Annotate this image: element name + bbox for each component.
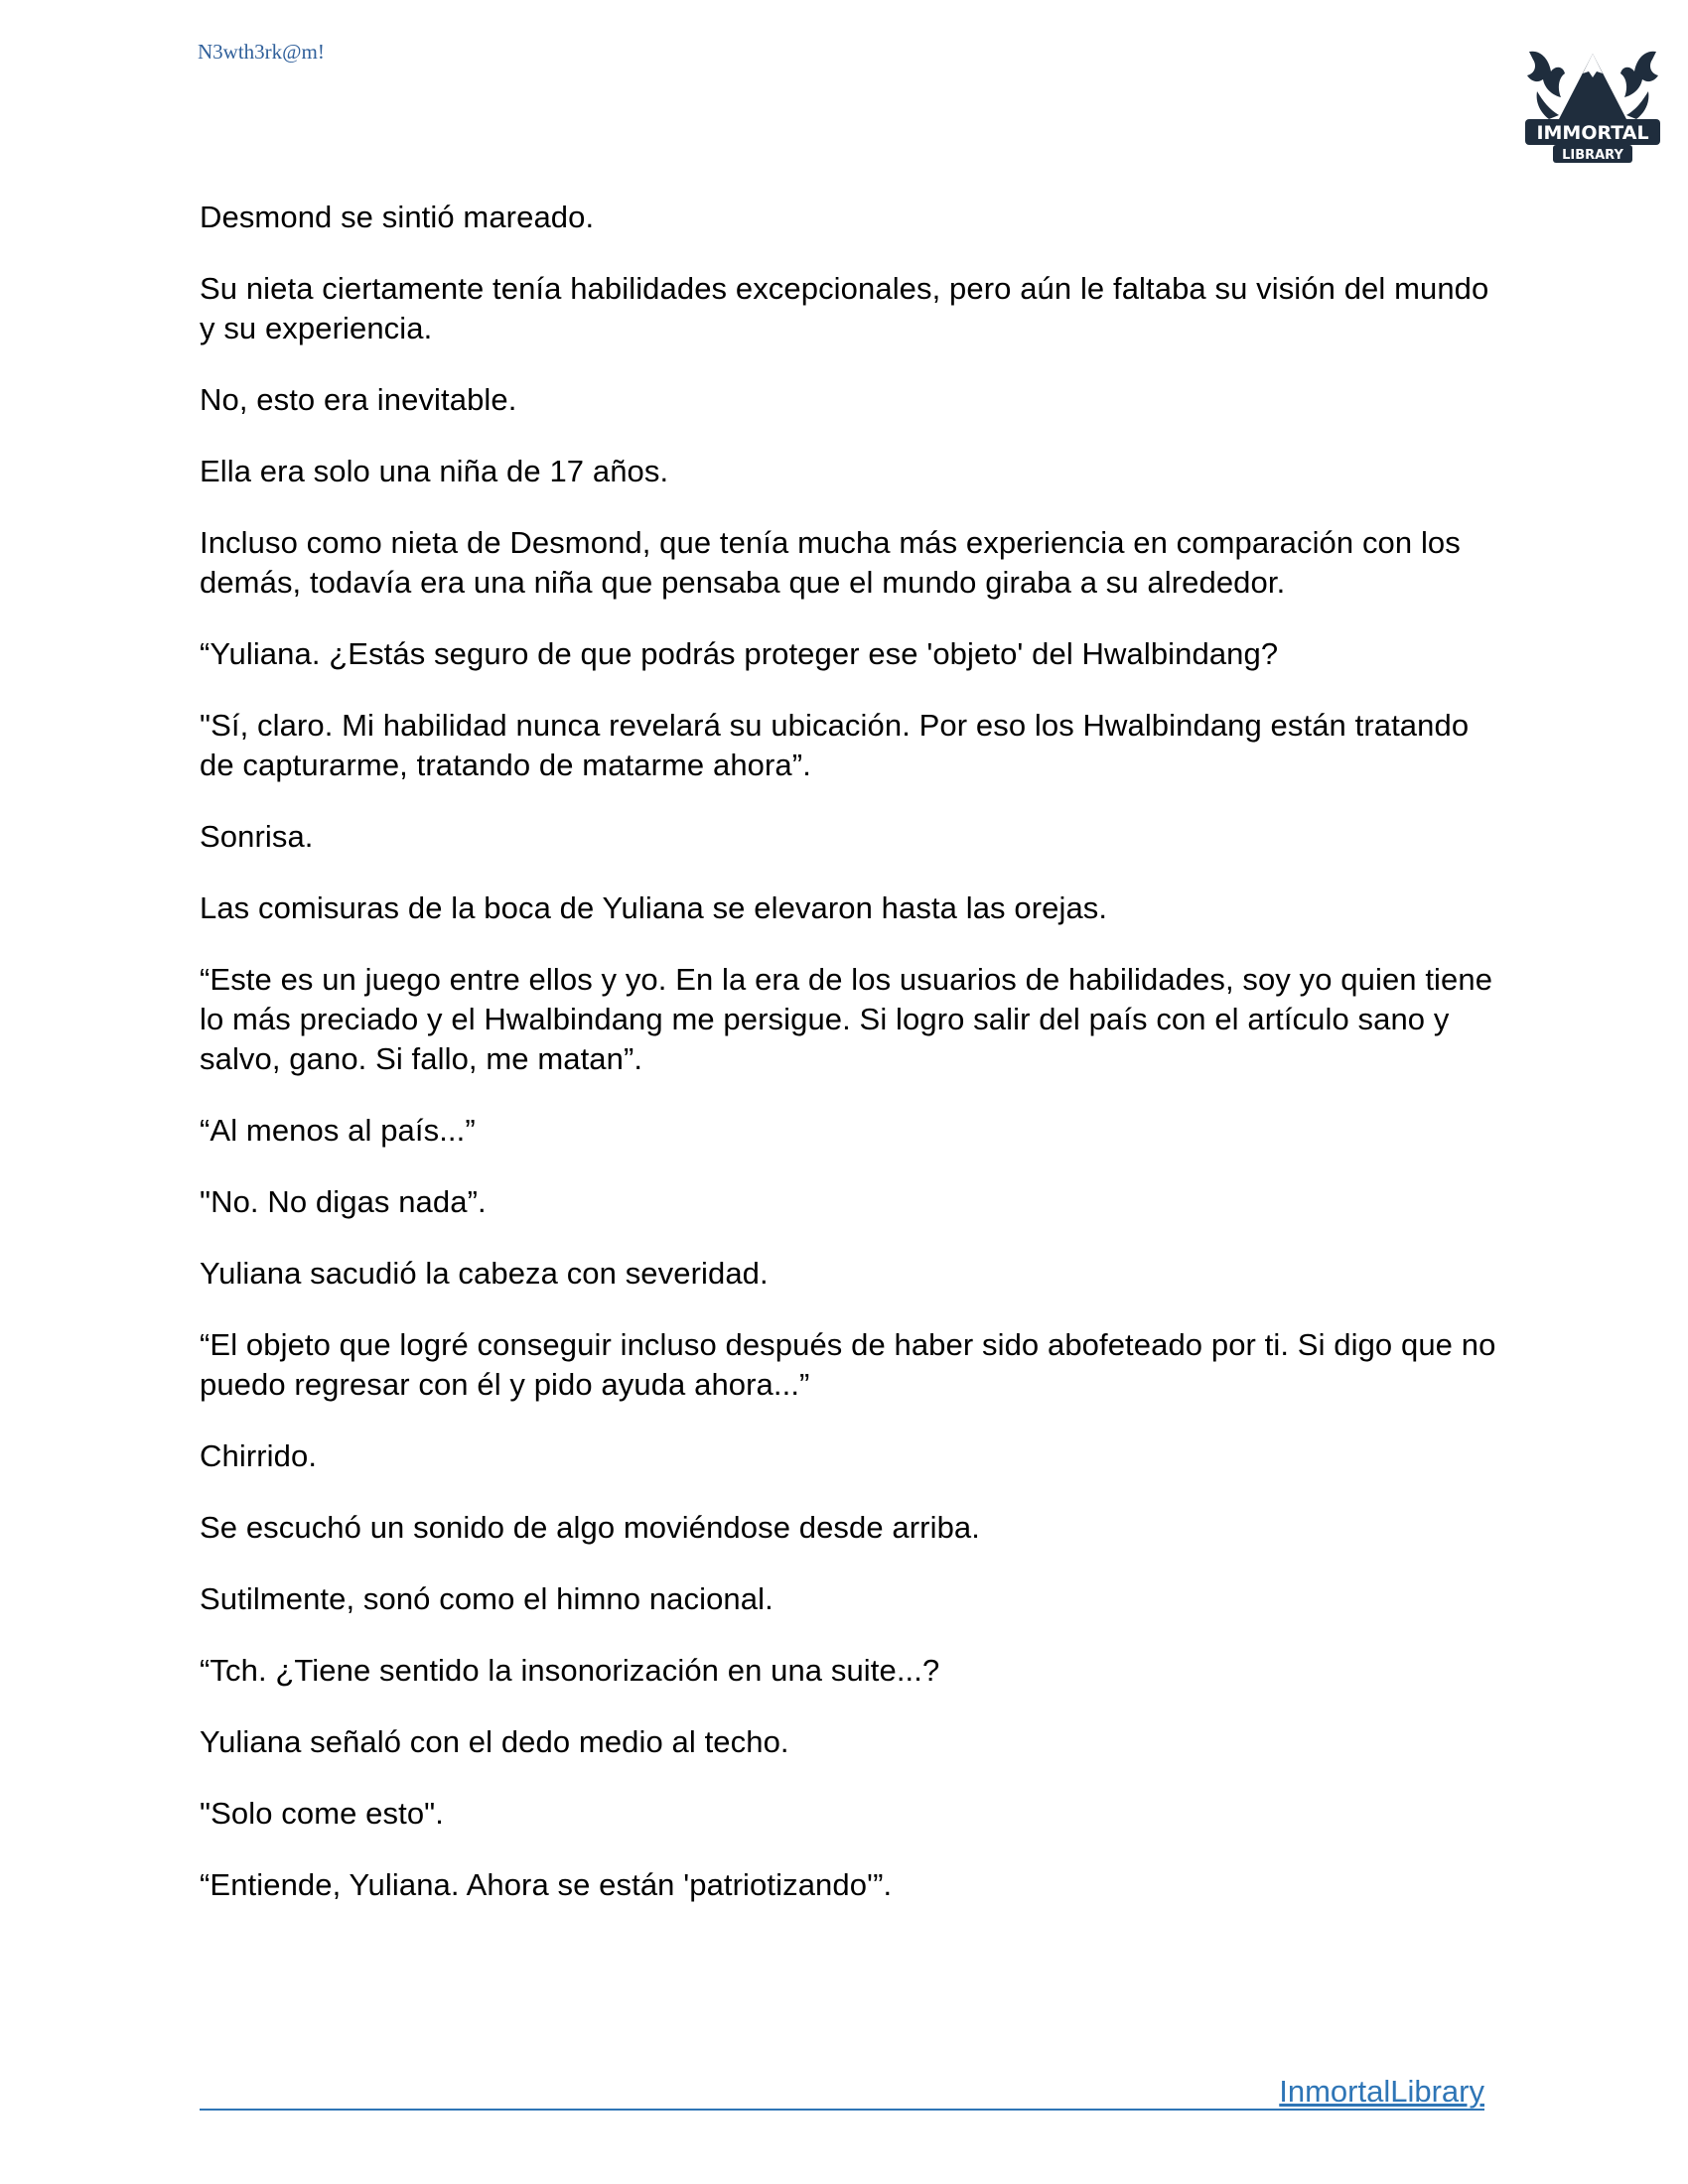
paragraph: Las comisuras de la boca de Yuliana se elevaron hasta las orejas. (200, 890, 1108, 925)
paragraph: Sutilmente, sonó como el himno nacional. (200, 1581, 774, 1616)
paragraph: Chirrido. (200, 1438, 318, 1473)
paragraph: Sonrisa. (200, 819, 314, 854)
logo-line2: LIBRARY (1562, 148, 1623, 163)
logo-line1: IMMORTAL (1536, 122, 1649, 144)
header-tag: N3wth3rk@m! (198, 40, 325, 64)
paragraph: “Yuliana. ¿Estás seguro de que podrás proteger ese 'objeto' del Hwalbindang? (200, 636, 1279, 671)
paragraph: Se escuchó un sonido de algo moviéndose desde arriba. (200, 1510, 980, 1545)
paragraph: Ella era solo una niña de 17 años. (200, 454, 669, 488)
paragraph: “Tch. ¿Tiene sentido la insonorización en una suite...? (200, 1653, 940, 1688)
paragraph: “El objeto que logré conseguir incluso después de haber sido abofeteado por ti. Si digo que no puedo regresar con él y pido ayuda ahora...” (200, 1327, 1496, 1402)
paragraph: Incluso como nieta de Desmond, que tenía mucha más experiencia en comparación con los demás, todavía era una niña que pensaba que el mundo giraba a su alrededor. (200, 525, 1461, 600)
paragraph: “Este es un juego entre ellos y yo. En la era de los usuarios de habilidades, soy yo quien tiene lo más preciado y el Hwalbindang me persigue. Si logro salir del país con el artículo sano y salvo, gano. Si fallo, me matan”. (200, 962, 1493, 1076)
document-body (200, 198, 1500, 1937)
paragraph: “Al menos al país...” (200, 1113, 476, 1148)
footer (200, 2075, 1484, 2111)
paragraph: "Sí, claro. Mi habilidad nunca revelará su ubicación. Por eso los Hwalbindang están tratando de capturarme, tratando de matarme ahora”. (200, 708, 1470, 782)
paragraph: Yuliana señaló con el dedo medio al techo. (200, 1724, 789, 1759)
paragraph: Desmond se sintió mareado. (200, 200, 595, 234)
paragraph: Yuliana sacudió la cabeza con severidad. (200, 1256, 769, 1291)
paragraph: "No. No digas nada”. (200, 1184, 487, 1219)
paragraph: Su nieta ciertamente tenía habilidades excepcionales, pero aún le faltaba su visión del mundo y su experiencia. (200, 271, 1489, 345)
paragraph: "Solo come esto". (200, 1796, 444, 1831)
immortal-library-logo-icon (1519, 32, 1666, 169)
footer-link[interactable]: InmortalLibrary (1279, 2074, 1484, 2109)
paragraph: No, esto era inevitable. (200, 382, 517, 417)
paragraph: “Entiende, Yuliana. Ahora se están 'patriotizando'”. (200, 1867, 893, 1902)
